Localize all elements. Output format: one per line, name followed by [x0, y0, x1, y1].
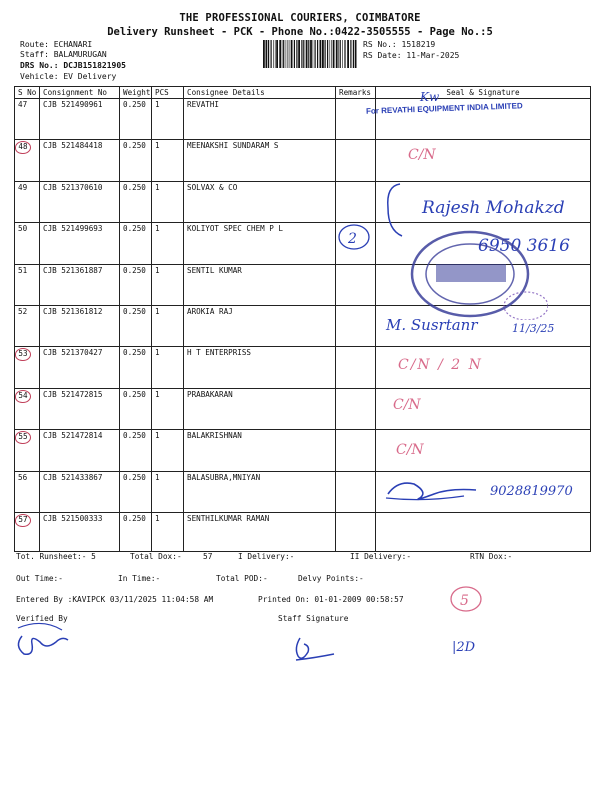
row-weight-text: 0.250	[123, 100, 146, 109]
row-sno	[15, 347, 40, 388]
barcode-bar	[338, 40, 339, 68]
runsheet-subtitle: Delivery Runsheet - PCK - Phone No.:0422-3505555 - Page No.:5	[107, 26, 493, 38]
row-sno-text: 50	[18, 224, 28, 234]
row-pcs	[152, 388, 184, 429]
row-weight	[120, 305, 152, 346]
row-weight	[120, 347, 152, 388]
row-weight-text: 0.250	[123, 431, 146, 441]
row-sno-text: 57	[15, 514, 31, 527]
circled-2-icon	[336, 222, 372, 252]
row-pcs	[152, 264, 184, 305]
handwritten-page-mark: |2D	[452, 640, 476, 655]
row-weight	[120, 223, 152, 264]
row-consignee	[184, 347, 336, 388]
row-consignee	[184, 512, 336, 551]
row-consignment-no-text: CJB 521472815	[43, 389, 103, 399]
row-consignment-no-text: CJB 521370610	[43, 182, 103, 192]
row-consignee-text: AROKIA RAJ	[187, 306, 233, 316]
row-consignee	[184, 430, 336, 471]
barcode-bar	[331, 40, 332, 68]
row-weight	[120, 181, 152, 222]
col-consignee: Consignee Details	[184, 87, 336, 99]
row-sno-text: 53	[15, 348, 31, 361]
barcode-bar	[298, 40, 300, 68]
col-consignment: Consignment No	[40, 87, 120, 99]
ii-delivery: II Delivery:-	[350, 552, 412, 561]
row-sno-text: 51	[18, 265, 28, 275]
row-consignment-no	[40, 388, 120, 429]
barcode-bar	[340, 40, 341, 68]
barcode-bar	[291, 40, 293, 68]
row-weight-text: 0.250	[123, 348, 146, 358]
row-sno-text: 49	[18, 182, 28, 192]
row-weight-text: 0.250	[123, 389, 146, 399]
barcode-bar	[286, 40, 287, 68]
barcode-bar	[296, 40, 297, 68]
row-pcs	[152, 140, 184, 181]
table-row	[15, 140, 591, 181]
row-pcs	[152, 512, 184, 551]
barcode-bar	[355, 40, 357, 68]
row-sno-text: 56	[18, 472, 28, 482]
row-consignment-no	[40, 99, 120, 140]
row-sno	[15, 305, 40, 346]
row-consignee-text: BALAKRISHNAN	[187, 431, 242, 441]
row-consignment-no-text: CJB 521484418	[43, 141, 103, 151]
handwritten-kw: Kw	[420, 90, 440, 104]
tot-runsheet: Tot. Runsheet:- 5	[16, 552, 96, 561]
row-remarks	[336, 512, 376, 551]
row-consignment-no-text: CJB 521499693	[43, 224, 103, 234]
row-weight-text: 0.250	[123, 182, 146, 192]
staff-signature-icon	[288, 634, 338, 664]
row-pcs-text: 1	[155, 513, 160, 523]
row-pcs-text: 1	[155, 141, 160, 151]
row-consignee	[184, 223, 336, 264]
in-time: In Time:-	[118, 574, 161, 583]
barcode-bar	[282, 40, 283, 68]
row-consignee-text: KOLIYOT SPEC CHEM P L	[187, 224, 284, 234]
row-remarks	[336, 264, 376, 305]
printed-on: Printed On: 01-01-2009 00:58:57	[258, 595, 404, 604]
handwritten-name-50: Rajesh Mohakzd	[422, 198, 565, 218]
row-consignment-no-text: CJB 521490961	[43, 100, 103, 109]
row-consignment-no	[40, 264, 120, 305]
page-circle-number: 5	[460, 593, 469, 609]
row-consignment-no-text: CJB 521472814	[43, 431, 103, 441]
revathi-seal: For REVATHI EQUIPMENT INDIA LIMITED	[365, 101, 523, 116]
col-remarks: Remarks	[336, 87, 376, 99]
barcode-bar	[294, 40, 295, 68]
row-consignee	[184, 264, 336, 305]
company-title: THE PROFESSIONAL COURIERS, COIMBATORE	[179, 12, 421, 24]
row-remarks	[336, 471, 376, 512]
row-consignment-no	[40, 181, 120, 222]
table-row	[15, 347, 591, 388]
row-pcs	[152, 347, 184, 388]
row-pcs	[152, 305, 184, 346]
barcode-icon	[262, 40, 358, 68]
barcode-bar	[283, 40, 284, 68]
col-seal-signature: Seal & Signature	[376, 87, 591, 99]
row-pcs-text: 1	[155, 100, 160, 109]
barcode-bar	[313, 40, 314, 68]
row-pcs-text: 1	[155, 431, 160, 441]
drs-number: DRS No.: DCJB151821905	[20, 61, 126, 70]
barcode-bar	[306, 40, 308, 68]
barcode-bar	[322, 40, 324, 68]
row-sno	[15, 388, 40, 429]
svg-text:2: 2	[348, 231, 357, 247]
row-consignment-no-text: CJB 521500333	[43, 513, 103, 523]
barcode-bar	[279, 40, 281, 68]
row-sno	[15, 512, 40, 551]
row-weight	[120, 264, 152, 305]
barcode-bar	[320, 40, 322, 68]
col-pcs: PCS	[152, 87, 184, 99]
rs-number: RS No.: 1518219	[363, 40, 436, 49]
row-weight-text: 0.250	[123, 513, 146, 523]
barcode-bar	[288, 40, 289, 68]
barcode-bar	[268, 40, 269, 68]
row-consignee	[184, 305, 336, 346]
barcode-bar	[317, 40, 318, 68]
row-weight-text: 0.250	[123, 472, 146, 482]
barcode-bar	[342, 40, 343, 68]
row-sno	[15, 223, 40, 264]
row-pcs-text: 1	[155, 265, 160, 275]
i-delivery: I Delivery:-	[238, 552, 295, 561]
row-weight	[120, 430, 152, 471]
circled-page-icon	[448, 584, 484, 614]
barcode-bar	[308, 40, 309, 68]
barcode-bar	[350, 40, 351, 68]
row-sno-text: 52	[18, 306, 28, 316]
barcode-bar	[275, 40, 276, 68]
row-sno	[15, 99, 40, 140]
row-pcs-text: 1	[155, 348, 160, 358]
row-consignee	[184, 388, 336, 429]
barcode-bar	[273, 40, 274, 68]
barcode-bar	[330, 40, 331, 68]
signature-56-icon	[384, 474, 480, 504]
barcode-bar	[333, 40, 335, 68]
row-consignee	[184, 471, 336, 512]
row-pcs	[152, 471, 184, 512]
barcode-bar	[266, 40, 268, 68]
barcode-bar	[276, 40, 278, 68]
row-pcs-text: 1	[155, 306, 160, 316]
row-consignment-no	[40, 223, 120, 264]
row-consignee-text: SOLVAX & CO	[187, 182, 238, 192]
entered-by: Entered By :KAVIPCK 03/11/2025 11:04:58 AM	[16, 595, 214, 604]
delvy-points: Delvy Points:-	[298, 574, 364, 583]
row-weight-text: 0.250	[123, 224, 146, 234]
row-consignment-no	[40, 140, 120, 181]
row-consignee	[184, 99, 336, 140]
row-pcs-text: 1	[155, 389, 160, 399]
row-consignment-no	[40, 430, 120, 471]
barcode-bar	[263, 40, 265, 68]
row-remarks	[336, 347, 376, 388]
table-row	[15, 430, 591, 471]
vehicle-label: Vehicle: EV Delivery	[20, 72, 117, 81]
row-sno	[15, 264, 40, 305]
row-remarks	[336, 388, 376, 429]
table-header-row	[15, 87, 591, 99]
row-weight	[120, 99, 152, 140]
round-seal-icon	[408, 228, 548, 320]
row-sno-text: 47	[18, 100, 28, 109]
total-dox-value: 57	[203, 552, 213, 561]
table-row	[15, 512, 591, 551]
total-dox-label: Total Dox:-	[130, 552, 182, 561]
col-sno: S No	[15, 87, 40, 99]
barcode-bar	[344, 40, 345, 68]
row-pcs	[152, 430, 184, 471]
handwritten-cn-55: C/N	[396, 442, 424, 458]
row-consignee-text: H T ENTERPRISS	[187, 348, 252, 358]
verified-by: Verified By	[16, 614, 68, 623]
handwritten-cn-48: C/N	[408, 147, 436, 163]
row-consignee	[184, 181, 336, 222]
row-consignment-no-text: CJB 521361887	[43, 265, 103, 275]
row-remarks	[336, 99, 376, 140]
row-consignee	[184, 140, 336, 181]
barcode-bar	[271, 40, 272, 68]
col-weight: Weight	[120, 87, 152, 99]
row-remarks	[336, 305, 376, 346]
row-consignee-text: MEENAKSHI SUNDARAM S	[187, 141, 279, 151]
row-remarks	[336, 140, 376, 181]
barcode-bar	[303, 40, 304, 68]
row-weight	[120, 512, 152, 551]
barcode-bar	[345, 40, 346, 68]
row-weight	[120, 140, 152, 181]
row-pcs-text: 1	[155, 472, 160, 482]
row-consignee-text: SENTHILKUMAR RAMAN	[187, 513, 270, 523]
handwritten-cn-54: C/N	[393, 397, 421, 413]
total-pod: Total POD:-	[216, 574, 268, 583]
row-sno-text: 48	[15, 141, 31, 154]
rtn-dox: RTN Dox:-	[470, 552, 513, 561]
row-sno	[15, 471, 40, 512]
row-consignee-text: SENTIL KUMAR	[187, 265, 242, 275]
row-consignee-text: REVATHI	[187, 100, 220, 109]
row-consignment-no-text: CJB 521361812	[43, 306, 103, 316]
staff-label: Staff: BALAMURUGAN	[20, 50, 107, 59]
handwritten-date-52: 11/3/25	[512, 322, 555, 335]
barcode-bar	[301, 40, 302, 68]
row-sno	[15, 430, 40, 471]
handwritten-cn-53: C/N / 2 N	[398, 357, 483, 373]
row-consignment-no	[40, 471, 120, 512]
barcode-bar	[327, 40, 328, 68]
row-consignment-no	[40, 347, 120, 388]
barcode-bar	[353, 40, 354, 68]
barcode-bar	[315, 40, 316, 68]
row-weight-text: 0.250	[123, 141, 146, 151]
barcode-bar	[347, 40, 349, 68]
row-sno	[15, 181, 40, 222]
row-remarks	[336, 181, 376, 222]
row-consignee-text: PRABAKARAN	[187, 389, 233, 399]
handwritten-sign-52: M. Susrtanr	[386, 316, 478, 334]
handwritten-phone-50: 6950 3616	[478, 236, 570, 256]
row-pcs-text: 1	[155, 182, 160, 192]
row-pcs	[152, 181, 184, 222]
row-seal-signature	[376, 512, 591, 551]
staff-signature-label: Staff Signature	[278, 614, 349, 623]
row-consignee-text: BALASUBRA,MNIYAN	[187, 472, 261, 482]
row-weight	[120, 471, 152, 512]
barcode-bar	[336, 40, 338, 68]
barcode-bar	[289, 40, 290, 68]
row-remarks	[336, 430, 376, 471]
route-label: Route: ECHANARI	[20, 40, 93, 49]
row-weight	[120, 388, 152, 429]
rs-date: RS Date: 11-Mar-2025	[363, 51, 460, 60]
row-pcs	[152, 99, 184, 140]
table-row	[15, 388, 591, 429]
row-sno-text: 54	[15, 390, 31, 403]
row-pcs	[152, 223, 184, 264]
verifier-signature-icon	[12, 616, 72, 660]
barcode-bar	[325, 40, 326, 68]
row-consignment-no	[40, 512, 120, 551]
out-time: Out Time:-	[16, 574, 63, 583]
row-pcs-text: 1	[155, 224, 160, 234]
barcode-bar	[310, 40, 312, 68]
row-weight-text: 0.250	[123, 306, 146, 316]
row-consignment-no-text: CJB 521433867	[43, 472, 103, 482]
row-sno-text: 55	[15, 431, 31, 444]
row-consignment-no-text: CJB 521370427	[43, 348, 103, 358]
row-sno	[15, 140, 40, 181]
handwritten-phone-56: 9028819970	[490, 484, 573, 499]
bracket-mark-icon	[380, 180, 404, 240]
row-consignment-no	[40, 305, 120, 346]
row-weight-text: 0.250	[123, 265, 146, 275]
